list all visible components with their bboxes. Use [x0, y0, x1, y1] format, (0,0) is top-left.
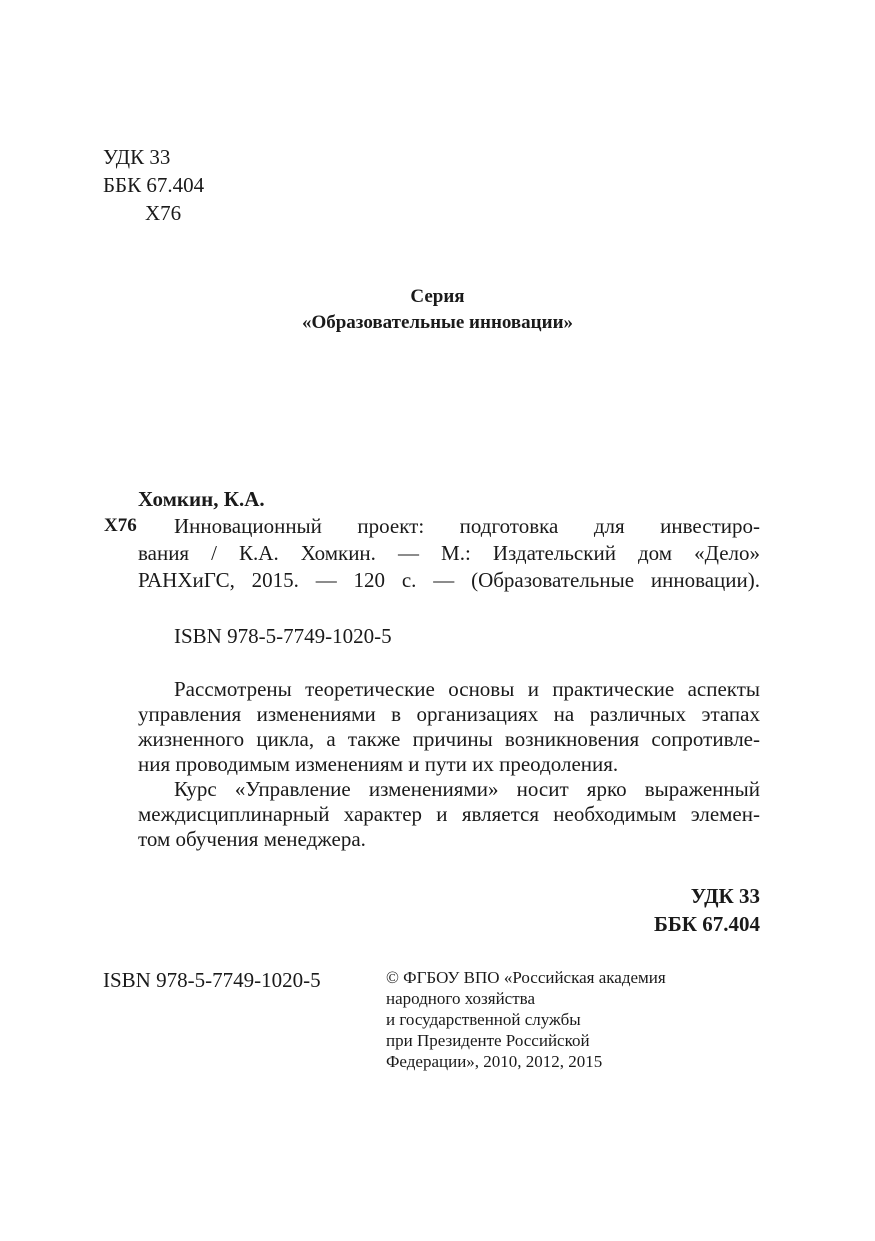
bbk-code: ББК 67.404: [103, 173, 205, 197]
abstract-line: том обучения менеджера.: [138, 827, 366, 851]
bottom-udk: УДК 33: [690, 884, 760, 908]
author-sign: Х76: [145, 201, 182, 225]
copyright-line: и государственной службы: [386, 1010, 581, 1029]
classification-block: [103, 143, 204, 227]
biblio-line: РАНХиГС, 2015. — 120 с. — (Образовательные инновации).: [138, 568, 760, 592]
udk-code: УДК 33: [103, 145, 171, 169]
copyright-line: при Президенте Российской: [386, 1031, 590, 1050]
footer-isbn: ISBN 978-5-7749-1020-5: [103, 968, 321, 992]
bibliographic-description: [138, 513, 760, 594]
abstract-line: Рассмотрены теоретические основы и практические аспекты: [174, 677, 760, 701]
abstract-line: ния проводимым изменениям и пути их преодоления.: [138, 752, 619, 776]
abstract-line: жизненного цикла, а также причины возникновения сопротивле-: [138, 727, 760, 751]
entry-isbn: ISBN 978-5-7749-1020-5: [174, 624, 392, 648]
copyright-line: народного хозяйства: [386, 989, 536, 1008]
abstract-line: Курс «Управление изменениями» носит ярко выраженный: [174, 777, 760, 801]
series-name: «Образовательные инновации»: [301, 312, 574, 333]
copyright-line: Федерации», 2010, 2012, 2015: [386, 1052, 603, 1071]
biblio-line: Инновационный проект: подготовка для инвестиро-: [174, 514, 760, 538]
abstract: [138, 677, 760, 852]
author-name: Хомкин, К.А.: [138, 487, 265, 511]
copyright-line: © ФГБОУ ВПО «Российская академия: [386, 968, 666, 987]
biblio-line: вания / К.А. Хомкин. — М.: Издательский дом «Дело»: [138, 541, 760, 565]
series-block: [0, 284, 875, 336]
copyright-notice: [386, 967, 666, 1072]
bottom-classification: [654, 882, 760, 938]
entry-author-sign: Х76: [104, 515, 137, 536]
abstract-line: управления изменениями в организациях на различных этапах: [138, 702, 760, 726]
bottom-bbk: ББК 67.404: [654, 912, 760, 936]
series-label: Серия: [410, 286, 465, 307]
abstract-line: междисциплинарный характер и является необходимым элемен-: [138, 802, 760, 826]
